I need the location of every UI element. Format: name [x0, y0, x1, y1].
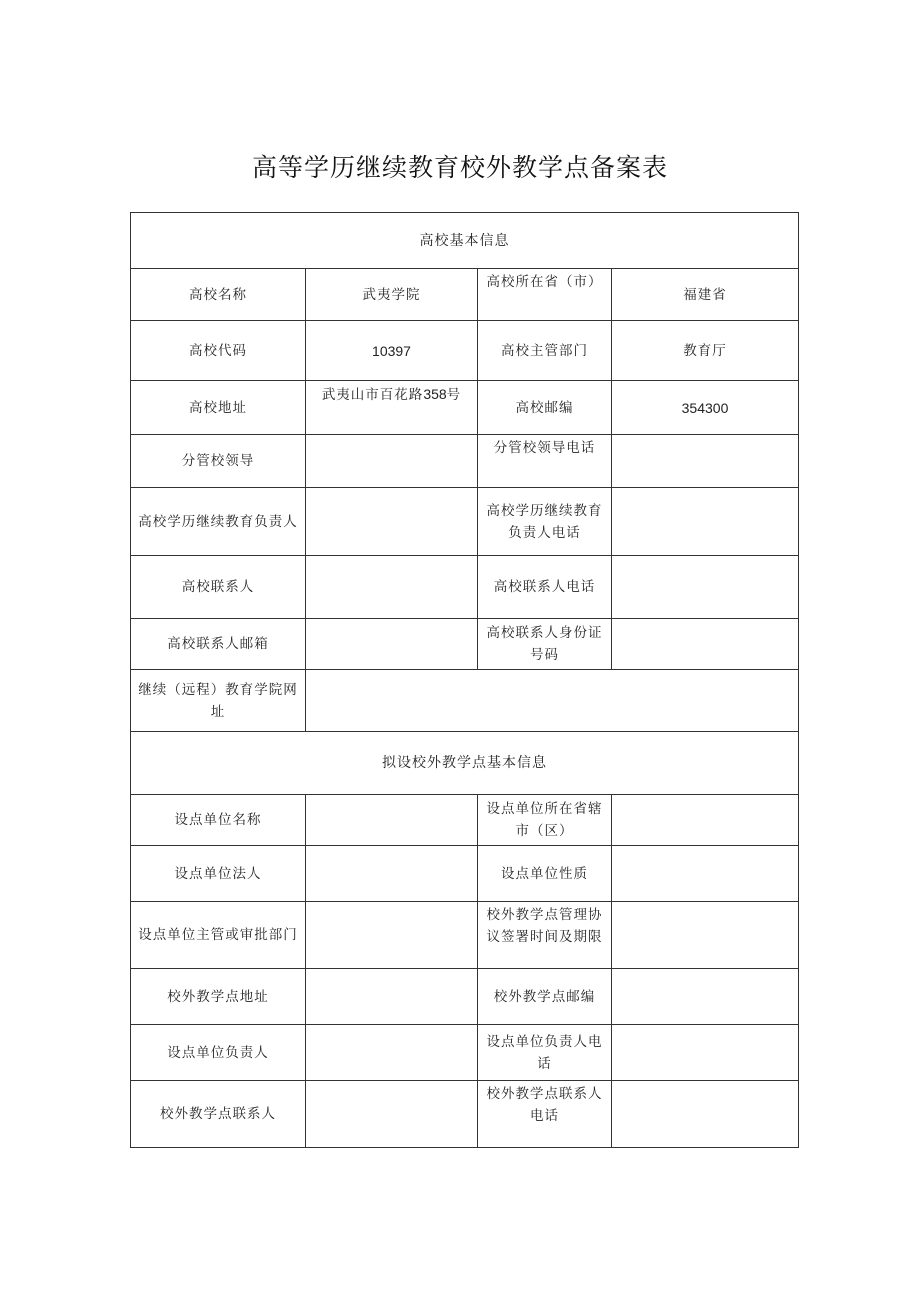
- site-contact-phone-value: [612, 1081, 799, 1148]
- table-row: [131, 1025, 799, 1081]
- unit-name-value: [306, 795, 478, 846]
- unit-region-label: 设点单位所在省辖市（区）: [478, 795, 612, 846]
- contact-email-value: [306, 619, 478, 670]
- table-row: [131, 488, 799, 556]
- school-address-label: 高校地址: [131, 381, 306, 435]
- site-contact-phone-label: 校外教学点联系人电话: [478, 1081, 612, 1148]
- province-label: 高校所在省（市）: [478, 269, 612, 321]
- ce-head-value: [306, 488, 478, 556]
- authority-label: 高校主管部门: [478, 321, 612, 381]
- leader-phone-label: 分管校领导电话: [478, 435, 612, 488]
- unit-head-label: 设点单位负责人: [131, 1025, 306, 1081]
- contact-id-value: [612, 619, 799, 670]
- address-number: 358: [423, 386, 447, 402]
- table-row: [131, 902, 799, 969]
- site-postcode-value: [612, 969, 799, 1025]
- section-title-school-info: 高校基本信息: [131, 213, 799, 269]
- agreement-label: 校外教学点管理协议签署时间及期限: [478, 902, 612, 969]
- unit-name-label: 设点单位名称: [131, 795, 306, 846]
- contact-value: [306, 556, 478, 619]
- authority-value: 教育厅: [612, 321, 799, 381]
- table-row: [131, 969, 799, 1025]
- table-row: [131, 670, 799, 732]
- site-postcode-label: 校外教学点邮编: [478, 969, 612, 1025]
- ce-head-phone-label: 高校学历继续教育负责人电话: [478, 488, 612, 556]
- table-row: [131, 381, 799, 435]
- site-address-value: [306, 969, 478, 1025]
- school-code-value: 10397: [306, 321, 478, 381]
- site-address-label: 校外教学点地址: [131, 969, 306, 1025]
- section-header-row: [131, 732, 799, 795]
- registration-form-table: [130, 212, 799, 1148]
- address-street: 武夷山市百花路: [321, 387, 424, 403]
- contact-id-label: 高校联系人身份证号码: [478, 619, 612, 670]
- contact-label: 高校联系人: [131, 556, 306, 619]
- table-row: [131, 435, 799, 488]
- unit-nature-label: 设点单位性质: [478, 846, 612, 902]
- website-label: 继续（远程）教育学院网址: [131, 670, 306, 732]
- school-code-label: 高校代码: [131, 321, 306, 381]
- leader-label: 分管校领导: [131, 435, 306, 488]
- unit-legal-value: [306, 846, 478, 902]
- table-row: [131, 321, 799, 381]
- table-row: [131, 619, 799, 670]
- province-value: 福建省: [612, 269, 799, 321]
- unit-nature-value: [612, 846, 799, 902]
- unit-head-phone-label: 设点单位负责人电话: [478, 1025, 612, 1081]
- table-row: [131, 556, 799, 619]
- school-postcode-value: 354300: [612, 381, 799, 435]
- unit-authority-value: [306, 902, 478, 969]
- site-contact-label: 校外教学点联系人: [131, 1081, 306, 1148]
- website-value: [306, 670, 799, 732]
- agreement-value: [612, 902, 799, 969]
- ce-head-label: 高校学历继续教育负责人: [131, 488, 306, 556]
- address-suffix: 号: [446, 387, 462, 403]
- section-title-site-info: 拟设校外教学点基本信息: [131, 732, 799, 795]
- unit-authority-label: 设点单位主管或审批部门: [131, 902, 306, 969]
- unit-head-phone-value: [612, 1025, 799, 1081]
- contact-email-label: 高校联系人邮箱: [131, 619, 306, 670]
- unit-legal-label: 设点单位法人: [131, 846, 306, 902]
- table-row: [131, 1081, 799, 1148]
- school-address-value: [306, 381, 478, 435]
- table-row: [131, 269, 799, 321]
- site-contact-value: [306, 1081, 478, 1148]
- unit-region-value: [612, 795, 799, 846]
- section-header-row: [131, 213, 799, 269]
- ce-head-phone-value: [612, 488, 799, 556]
- leader-phone-value: [612, 435, 799, 488]
- school-name-value: 武夷学院: [306, 269, 478, 321]
- table-row: [131, 846, 799, 902]
- page-title: 高等学历继续教育校外教学点备案表: [251, 153, 668, 182]
- school-name-label: 高校名称: [131, 269, 306, 321]
- unit-head-value: [306, 1025, 478, 1081]
- school-postcode-label: 高校邮编: [478, 381, 612, 435]
- contact-phone-label: 高校联系人电话: [478, 556, 612, 619]
- table-row: [131, 795, 799, 846]
- contact-phone-value: [612, 556, 799, 619]
- leader-value: [306, 435, 478, 488]
